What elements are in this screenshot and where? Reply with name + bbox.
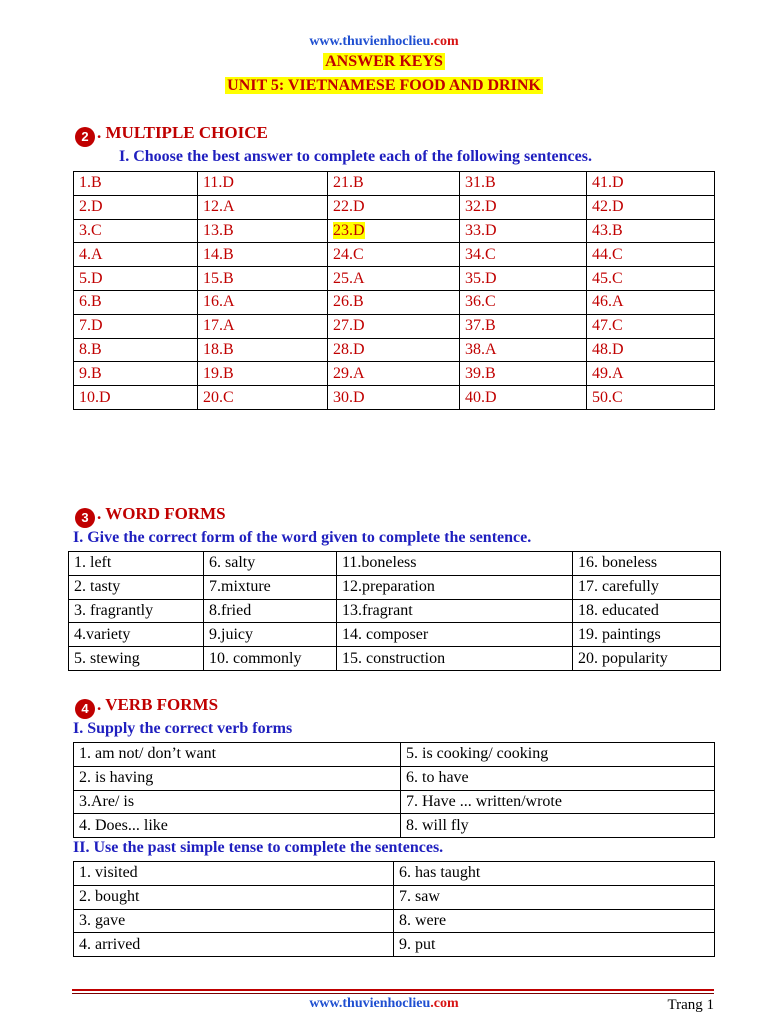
answer-cell (337, 552, 573, 576)
section-number-badge: 2 (75, 127, 95, 147)
table-row (74, 290, 715, 314)
answer-cell (198, 362, 328, 386)
word-forms-instruction: I. Give the correct form of the word given to complete the sentence. (73, 529, 532, 546)
cell-text: 43.B (592, 221, 623, 239)
cell-text: 3. fragrantly (74, 601, 154, 619)
answer-cell (198, 267, 328, 291)
answer-cell (328, 219, 460, 243)
cell-text: 37.B (465, 317, 496, 335)
answer-cell (337, 599, 573, 623)
answer-cell (460, 362, 587, 386)
section-title-text: . VERB FORMS (97, 695, 219, 714)
answer-cell (401, 766, 715, 790)
cell-text: 25.A (333, 269, 365, 287)
answer-cell (394, 909, 715, 933)
cell-text: 17. carefully (578, 578, 659, 596)
answer-cell (573, 647, 721, 671)
table-row (69, 647, 721, 671)
cell-text: 4.variety (74, 625, 131, 643)
section-number-badge: 3 (75, 508, 95, 528)
url-tld: .com (430, 34, 459, 49)
multiple-choice-instruction: I. Choose the best answer to complete each of the following sentences. (119, 148, 592, 165)
cell-text: 5. is cooking/ cooking (406, 745, 549, 763)
section-word-forms-title (75, 504, 226, 528)
cell-text: 8. were (399, 911, 447, 929)
answer-cell (328, 362, 460, 386)
table-row (74, 243, 715, 267)
cell-text: 40.D (465, 388, 497, 406)
page-number: Trang 1 (667, 997, 714, 1013)
cell-text: 47.C (592, 317, 623, 335)
cell-text: 2. tasty (74, 578, 121, 596)
answer-cell (74, 195, 198, 219)
cell-text: 8.B (79, 340, 102, 358)
cell-text: 4. arrived (79, 935, 141, 953)
answer-cell (587, 338, 715, 362)
cell-text: 45.C (592, 269, 623, 287)
answer-cell (573, 623, 721, 647)
cell-text: 1. visited (79, 864, 138, 882)
answer-cell (198, 172, 328, 196)
cell-text: 8. will fly (406, 816, 469, 834)
cell-text: 44.C (592, 245, 623, 263)
answer-cell (74, 743, 401, 767)
cell-text: 1.B (79, 174, 102, 192)
answer-cell (328, 243, 460, 267)
answer-cell (587, 267, 715, 291)
cell-text: 9.B (79, 364, 102, 382)
answer-cell (74, 909, 394, 933)
unit-title-text: UNIT 5: VIETNAMESE FOOD AND DRINK (227, 77, 541, 94)
answer-cell (74, 290, 198, 314)
cell-text: 48.D (592, 340, 624, 358)
cell-text: 31.B (465, 174, 496, 192)
cell-text: 6. salty (209, 554, 256, 572)
url-domain: www.thuvienhoclieu (309, 34, 431, 49)
cell-text: 12.A (203, 198, 235, 216)
cell-text: 21.B (333, 174, 364, 192)
answer-cell (74, 386, 198, 410)
cell-text: 4.A (79, 245, 103, 263)
cell-text: 13.B (203, 221, 234, 239)
verb-forms-table-1 (73, 742, 715, 838)
cell-text: 18.B (203, 340, 234, 358)
answer-cell (69, 599, 204, 623)
cell-text: 26.B (333, 293, 364, 311)
answer-cell (74, 862, 394, 886)
cell-text: 1. left (74, 554, 112, 572)
cell-text: 2. is having (79, 769, 154, 787)
cell-text: 14.B (203, 245, 234, 263)
answer-cell (573, 552, 721, 576)
cell-text: 29.A (333, 364, 365, 382)
cell-text: 1. am not/ don’t want (79, 745, 217, 763)
table-row (74, 172, 715, 196)
table-row (69, 575, 721, 599)
cell-text: 41.D (592, 174, 624, 192)
cell-text: 15. construction (342, 649, 446, 667)
cell-text: 3.Are/ is (79, 792, 135, 810)
answer-cell (401, 743, 715, 767)
answer-cell (587, 243, 715, 267)
table-row (74, 766, 715, 790)
table-row (74, 743, 715, 767)
answer-cell (460, 243, 587, 267)
cell-text: 11.boneless (342, 554, 417, 572)
doc-title-text: ANSWER KEYS (325, 53, 443, 70)
cell-text: 9. put (399, 935, 436, 953)
answer-cell (460, 386, 587, 410)
table-row (74, 338, 715, 362)
answer-cell (74, 790, 401, 814)
cell-text: 7. Have ... written/wrote (406, 792, 562, 810)
cell-text: 19. paintings (578, 625, 661, 643)
answer-cell (587, 195, 715, 219)
table-row (74, 862, 715, 886)
answer-cell (587, 290, 715, 314)
doc-title (0, 53, 768, 71)
answer-cell (394, 862, 715, 886)
cell-text: 4. Does... like (79, 816, 168, 834)
answer-cell (69, 647, 204, 671)
cell-text: 14. composer (342, 625, 429, 643)
cell-text: 20. popularity (578, 649, 668, 667)
answer-cell (328, 267, 460, 291)
answer-cell (74, 314, 198, 338)
answer-cell (587, 219, 715, 243)
table-row (74, 267, 715, 291)
table-row (74, 909, 715, 933)
answer-cell (337, 647, 573, 671)
answer-cell (74, 338, 198, 362)
answer-cell (328, 386, 460, 410)
cell-text: 7.D (79, 317, 103, 335)
highlighted-answer: 23.D (333, 221, 365, 239)
answer-cell (69, 575, 204, 599)
answer-cell (337, 623, 573, 647)
answer-cell (69, 552, 204, 576)
cell-text: 34.C (465, 245, 496, 263)
table-row (74, 314, 715, 338)
cell-text: 50.C (592, 388, 623, 406)
word-forms-answer-table (68, 551, 721, 671)
cell-text: 10.D (79, 388, 111, 406)
table-row (74, 933, 715, 957)
cell-text: 5.D (79, 269, 103, 287)
answer-cell (198, 338, 328, 362)
section-verb-forms-title (75, 695, 218, 719)
cell-text: 16. boneless (578, 554, 658, 572)
answer-cell (198, 243, 328, 267)
table-row (69, 599, 721, 623)
verb-forms-instruction-1: I. Supply the correct verb forms (73, 720, 293, 737)
cell-text: 7. saw (399, 888, 440, 906)
cell-text: 7.mixture (209, 578, 271, 596)
section-title-text: . WORD FORMS (97, 504, 226, 523)
answer-cell (460, 195, 587, 219)
cell-text: 22.D (333, 198, 365, 216)
answer-cell (587, 386, 715, 410)
answer-cell (198, 290, 328, 314)
section-multiple-choice-title (75, 123, 268, 147)
answer-cell (74, 933, 394, 957)
cell-text: 19.B (203, 364, 234, 382)
cell-text: 9.juicy (209, 625, 253, 643)
cell-text: 27.D (333, 317, 365, 335)
footer-rule-thin (72, 993, 714, 994)
table-row (74, 195, 715, 219)
cell-text: 46.A (592, 293, 624, 311)
cell-text: 20.C (203, 388, 234, 406)
answer-cell (328, 195, 460, 219)
answer-cell (74, 766, 401, 790)
url-tld: .com (430, 996, 459, 1011)
cell-text: 18. educated (578, 601, 659, 619)
cell-text: 8.fried (209, 601, 252, 619)
table-row (74, 814, 715, 838)
answer-cell (460, 267, 587, 291)
url-domain: www.thuvienhoclieu (309, 996, 431, 1011)
section-number-badge: 4 (75, 699, 95, 719)
answer-cell (587, 172, 715, 196)
multiple-choice-answer-table (73, 171, 715, 410)
answer-cell (74, 362, 198, 386)
answer-cell (74, 219, 198, 243)
table-row (69, 552, 721, 576)
cell-text: 39.B (465, 364, 496, 382)
answer-cell (328, 338, 460, 362)
answer-cell (198, 314, 328, 338)
cell-text: 42.D (592, 198, 624, 216)
answer-cell (460, 172, 587, 196)
answer-cell (328, 290, 460, 314)
cell-text: 16.A (203, 293, 235, 311)
cell-text: 6.B (79, 293, 102, 311)
answer-cell (74, 267, 198, 291)
answer-cell (587, 362, 715, 386)
cell-text: 6. has taught (399, 864, 481, 882)
answer-cell (204, 623, 337, 647)
cell-text: 3. gave (79, 911, 126, 929)
answer-cell (394, 885, 715, 909)
cell-text: 30.D (333, 388, 365, 406)
table-row (74, 885, 715, 909)
answer-cell (587, 314, 715, 338)
answer-cell (337, 575, 573, 599)
cell-text: 6. to have (406, 769, 469, 787)
table-row (74, 386, 715, 410)
cell-text: 24.C (333, 245, 364, 263)
answer-cell (198, 195, 328, 219)
cell-text: 2.D (79, 198, 103, 216)
answer-cell (74, 243, 198, 267)
cell-text: 15.B (203, 269, 234, 287)
answer-cell (74, 814, 401, 838)
section-title-text: . MULTIPLE CHOICE (97, 123, 268, 142)
unit-title (0, 77, 768, 95)
table-row (74, 790, 715, 814)
answer-cell (198, 386, 328, 410)
table-row (74, 362, 715, 386)
verb-forms-table-2 (73, 861, 715, 957)
cell-text: 49.A (592, 364, 624, 382)
cell-text: 12.preparation (342, 578, 435, 596)
cell-text: 13.fragrant (342, 601, 413, 619)
answer-cell (74, 172, 198, 196)
answer-cell (573, 575, 721, 599)
cell-text: 38.A (465, 340, 497, 358)
answer-cell (460, 290, 587, 314)
answer-cell (460, 338, 587, 362)
answer-cell (573, 599, 721, 623)
cell-text: 36.C (465, 293, 496, 311)
answer-cell (204, 647, 337, 671)
cell-text: 10. commonly (209, 649, 302, 667)
table-row (69, 623, 721, 647)
cell-text: 11.D (203, 174, 234, 192)
answer-cell (394, 933, 715, 957)
answer-cell (401, 790, 715, 814)
cell-text: 33.D (465, 221, 497, 239)
cell-text: 3.C (79, 221, 102, 239)
answer-cell (460, 219, 587, 243)
answer-cell (69, 623, 204, 647)
answer-cell (198, 219, 328, 243)
answer-cell (328, 172, 460, 196)
answer-cell (328, 314, 460, 338)
footer-rule (72, 989, 714, 991)
answer-cell (204, 599, 337, 623)
cell-text: 32.D (465, 198, 497, 216)
answer-cell (401, 814, 715, 838)
verb-forms-instruction-2: II. Use the past simple tense to complete the sentences. (73, 839, 444, 856)
answer-cell (204, 575, 337, 599)
cell-text: 2. bought (79, 888, 140, 906)
cell-text: 17.A (203, 317, 235, 335)
cell-text: 5. stewing (74, 649, 140, 667)
header-website-url (0, 34, 768, 50)
answer-cell (204, 552, 337, 576)
answer-cell (74, 885, 394, 909)
table-row (74, 219, 715, 243)
cell-text: 28.D (333, 340, 365, 358)
footer-website-url (0, 996, 768, 1012)
cell-text: 35.D (465, 269, 497, 287)
answer-cell (460, 314, 587, 338)
